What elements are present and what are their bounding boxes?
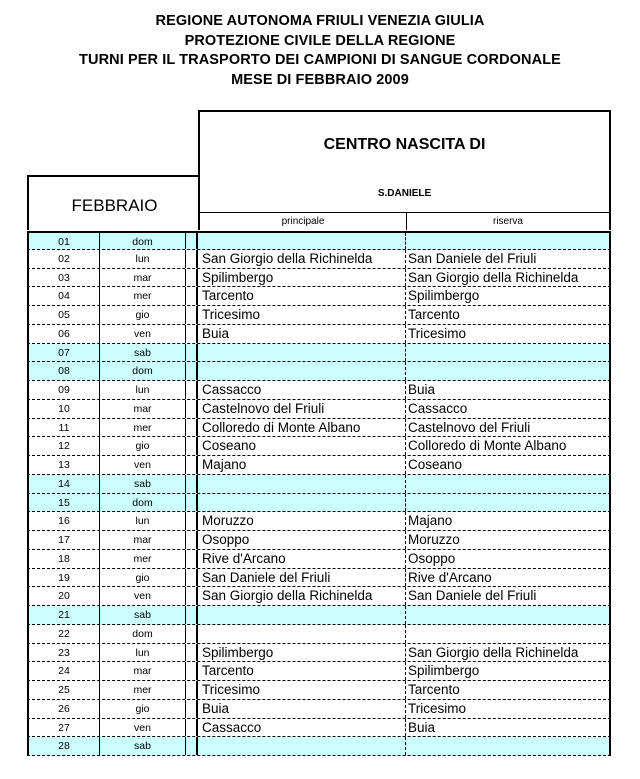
- spacer-cell: [186, 419, 198, 437]
- table-row: [27, 512, 611, 531]
- principale-cell: [198, 233, 406, 249]
- weekday-cell: ven: [100, 325, 186, 343]
- principale-cell: Castelnovo del Friuli: [198, 400, 406, 418]
- riserva-cell: Tricesimo: [406, 700, 611, 718]
- table-row: [27, 531, 611, 550]
- weekday-cell: dom: [100, 494, 186, 512]
- principale-cell: Moruzzo: [198, 512, 406, 530]
- day-number-cell: 02: [27, 250, 100, 268]
- riserva-cell: Tarcento: [406, 681, 611, 699]
- spacer-cell: [186, 625, 198, 643]
- day-number-cell: 17: [27, 531, 100, 549]
- spacer-cell: [186, 719, 198, 737]
- weekday-cell: lun: [100, 381, 186, 399]
- spacer-cell: [186, 400, 198, 418]
- spacer-cell: [186, 306, 198, 324]
- weekday-cell: mer: [100, 550, 186, 568]
- title-line-2: PROTEZIONE CIVILE DELLA REGIONE: [184, 32, 456, 49]
- table-row: [27, 437, 611, 456]
- document-title: [0, 12, 640, 90]
- principale-cell: [198, 737, 406, 755]
- day-number-cell: 19: [27, 569, 100, 587]
- spacer-cell: [186, 662, 198, 680]
- riserva-cell: Majano: [406, 512, 611, 530]
- principale-cell: [198, 625, 406, 643]
- weekday-cell: sab: [100, 344, 186, 362]
- day-number-cell: 16: [27, 512, 100, 530]
- table-row: [27, 737, 611, 756]
- title-line-1: REGIONE AUTONOMA FRIULI VENEZIA GIULIA: [155, 13, 485, 29]
- weekday-cell: mer: [100, 419, 186, 437]
- day-number-cell: 23: [27, 644, 100, 662]
- principale-cell: [198, 494, 406, 512]
- riserva-cell: San Daniele del Friuli: [406, 250, 611, 268]
- spacer-cell: [186, 287, 198, 305]
- principale-cell: Tricesimo: [198, 681, 406, 699]
- riserva-cell: Osoppo: [406, 550, 611, 568]
- table-row: [27, 475, 611, 494]
- riserva-cell: [406, 344, 611, 362]
- principale-cell: [198, 344, 406, 362]
- spacer-cell: [186, 233, 198, 249]
- spacer-cell: [186, 587, 198, 605]
- riserva-cell: San Daniele del Friuli: [406, 587, 611, 605]
- riserva-cell: [406, 737, 611, 755]
- weekday-cell: mer: [100, 287, 186, 305]
- riserva-cell: [406, 233, 611, 249]
- spacer-cell: [186, 531, 198, 549]
- weekday-cell: sab: [100, 606, 186, 624]
- principale-cell: San Giorgio della Richinelda: [198, 587, 406, 605]
- table-row: [27, 344, 611, 363]
- spacer-cell: [186, 456, 198, 474]
- spacer-cell: [186, 700, 198, 718]
- table-row: [27, 494, 611, 513]
- principale-cell: Cassacco: [198, 719, 406, 737]
- spacer-cell: [186, 737, 198, 755]
- spacer-cell: [186, 325, 198, 343]
- spacer-cell: [186, 550, 198, 568]
- weekday-cell: mer: [100, 681, 186, 699]
- table-row: [27, 719, 611, 738]
- riserva-cell: Spilimbergo: [406, 662, 611, 680]
- day-number-cell: 01: [27, 233, 100, 249]
- riserva-cell: [406, 362, 611, 380]
- spacer-cell: [186, 644, 198, 662]
- day-number-cell: 04: [27, 287, 100, 305]
- spacer-cell: [186, 475, 198, 493]
- riserva-cell: Tricesimo: [406, 325, 611, 343]
- day-number-cell: 07: [27, 344, 100, 362]
- column-header-principale: principale: [198, 212, 406, 230]
- day-number-cell: 24: [27, 662, 100, 680]
- spacer-cell: [186, 250, 198, 268]
- principale-cell: Tarcento: [198, 287, 406, 305]
- weekday-cell: gio: [100, 437, 186, 455]
- weekday-cell: ven: [100, 719, 186, 737]
- spacer-cell: [186, 494, 198, 512]
- weekday-cell: lun: [100, 250, 186, 268]
- weekday-cell: dom: [100, 362, 186, 380]
- table-row: [27, 381, 611, 400]
- table-row: [27, 606, 611, 625]
- spacer-cell: [186, 569, 198, 587]
- day-number-cell: 22: [27, 625, 100, 643]
- center-title: CENTRO NASCITA DI: [323, 136, 486, 153]
- weekday-cell: dom: [100, 625, 186, 643]
- weekday-cell: sab: [100, 475, 186, 493]
- principale-cell: [198, 606, 406, 624]
- principale-cell: Buia: [198, 325, 406, 343]
- principale-cell: Coseano: [198, 437, 406, 455]
- weekday-cell: gio: [100, 306, 186, 324]
- month-label: FEBBRAIO: [71, 196, 158, 215]
- weekday-cell: mar: [100, 269, 186, 287]
- principale-cell: San Daniele del Friuli: [198, 569, 406, 587]
- weekday-cell: mar: [100, 400, 186, 418]
- weekday-cell: lun: [100, 512, 186, 530]
- table-row: [27, 287, 611, 306]
- table-row: [27, 550, 611, 569]
- center-header: [198, 110, 611, 212]
- principale-cell: Osoppo: [198, 531, 406, 549]
- riserva-cell: Cassacco: [406, 400, 611, 418]
- weekday-cell: ven: [100, 456, 186, 474]
- table-row: [27, 644, 611, 663]
- table-row: [27, 681, 611, 700]
- table-row: [27, 700, 611, 719]
- day-number-cell: 18: [27, 550, 100, 568]
- spacer-cell: [186, 344, 198, 362]
- weekday-cell: sab: [100, 737, 186, 755]
- spacer-cell: [186, 437, 198, 455]
- schedule-table: [27, 231, 611, 756]
- day-number-cell: 09: [27, 381, 100, 399]
- principale-cell: Rive d'Arcano: [198, 550, 406, 568]
- day-number-cell: 03: [27, 269, 100, 287]
- day-number-cell: 11: [27, 419, 100, 437]
- riserva-cell: Tarcento: [406, 306, 611, 324]
- day-number-cell: 20: [27, 587, 100, 605]
- table-row: [27, 662, 611, 681]
- title-line-3: TURNI PER IL TRASPORTO DEI CAMPIONI DI SANGUE CORDONALE: [79, 52, 561, 68]
- table-row: [27, 569, 611, 588]
- day-number-cell: 28: [27, 737, 100, 755]
- day-number-cell: 10: [27, 400, 100, 418]
- riserva-cell: [406, 606, 611, 624]
- principale-cell: [198, 362, 406, 380]
- title-line-4: MESE DI FEBBRAIO 2009: [231, 71, 409, 88]
- day-number-cell: 06: [27, 325, 100, 343]
- weekday-cell: gio: [100, 569, 186, 587]
- riserva-cell: [406, 494, 611, 512]
- table-row: [27, 456, 611, 475]
- table-row: [27, 250, 611, 269]
- day-number-cell: 15: [27, 494, 100, 512]
- month-header: [27, 175, 200, 230]
- riserva-cell: Colloredo di Monte Albano: [406, 437, 611, 455]
- riserva-cell: San Giorgio della Richinelda: [406, 644, 611, 662]
- day-number-cell: 25: [27, 681, 100, 699]
- day-number-cell: 05: [27, 306, 100, 324]
- principale-cell: Buia: [198, 700, 406, 718]
- principale-cell: Tarcento: [198, 662, 406, 680]
- spacer-cell: [186, 512, 198, 530]
- spacer-cell: [186, 269, 198, 287]
- table-row: [27, 306, 611, 325]
- spacer-cell: [186, 362, 198, 380]
- principale-cell: Colloredo di Monte Albano: [198, 419, 406, 437]
- spacer-cell: [186, 606, 198, 624]
- day-number-cell: 14: [27, 475, 100, 493]
- table-row: [27, 269, 611, 288]
- principale-cell: Cassacco: [198, 381, 406, 399]
- weekday-cell: mar: [100, 531, 186, 549]
- principale-cell: San Giorgio della Richinelda: [198, 250, 406, 268]
- weekday-cell: gio: [100, 700, 186, 718]
- riserva-cell: [406, 475, 611, 493]
- spacer-cell: [186, 681, 198, 699]
- principale-cell: Majano: [198, 456, 406, 474]
- riserva-cell: Spilimbergo: [406, 287, 611, 305]
- table-row: [27, 325, 611, 344]
- principale-cell: Tricesimo: [198, 306, 406, 324]
- column-header-riserva: riserva: [406, 212, 611, 230]
- riserva-cell: Rive d'Arcano: [406, 569, 611, 587]
- spacer-cell: [186, 381, 198, 399]
- principale-cell: Spilimbergo: [198, 269, 406, 287]
- riserva-cell: [406, 625, 611, 643]
- weekday-cell: mar: [100, 662, 186, 680]
- day-number-cell: 12: [27, 437, 100, 455]
- weekday-cell: lun: [100, 644, 186, 662]
- riserva-cell: Coseano: [406, 456, 611, 474]
- table-row: [27, 400, 611, 419]
- weekday-cell: ven: [100, 587, 186, 605]
- table-row: [27, 231, 611, 250]
- table-row: [27, 362, 611, 381]
- day-number-cell: 26: [27, 700, 100, 718]
- riserva-cell: Buia: [406, 719, 611, 737]
- center-name: S.DANIELE: [377, 188, 432, 199]
- weekday-cell: dom: [100, 233, 186, 249]
- table-row: [27, 625, 611, 644]
- table-row: [27, 587, 611, 606]
- day-number-cell: 13: [27, 456, 100, 474]
- day-number-cell: 08: [27, 362, 100, 380]
- riserva-cell: San Giorgio della Richinelda: [406, 269, 611, 287]
- riserva-cell: Buia: [406, 381, 611, 399]
- principale-cell: [198, 475, 406, 493]
- table-row: [27, 419, 611, 438]
- riserva-cell: Castelnovo del Friuli: [406, 419, 611, 437]
- day-number-cell: 27: [27, 719, 100, 737]
- riserva-cell: Moruzzo: [406, 531, 611, 549]
- principale-cell: Spilimbergo: [198, 644, 406, 662]
- day-number-cell: 21: [27, 606, 100, 624]
